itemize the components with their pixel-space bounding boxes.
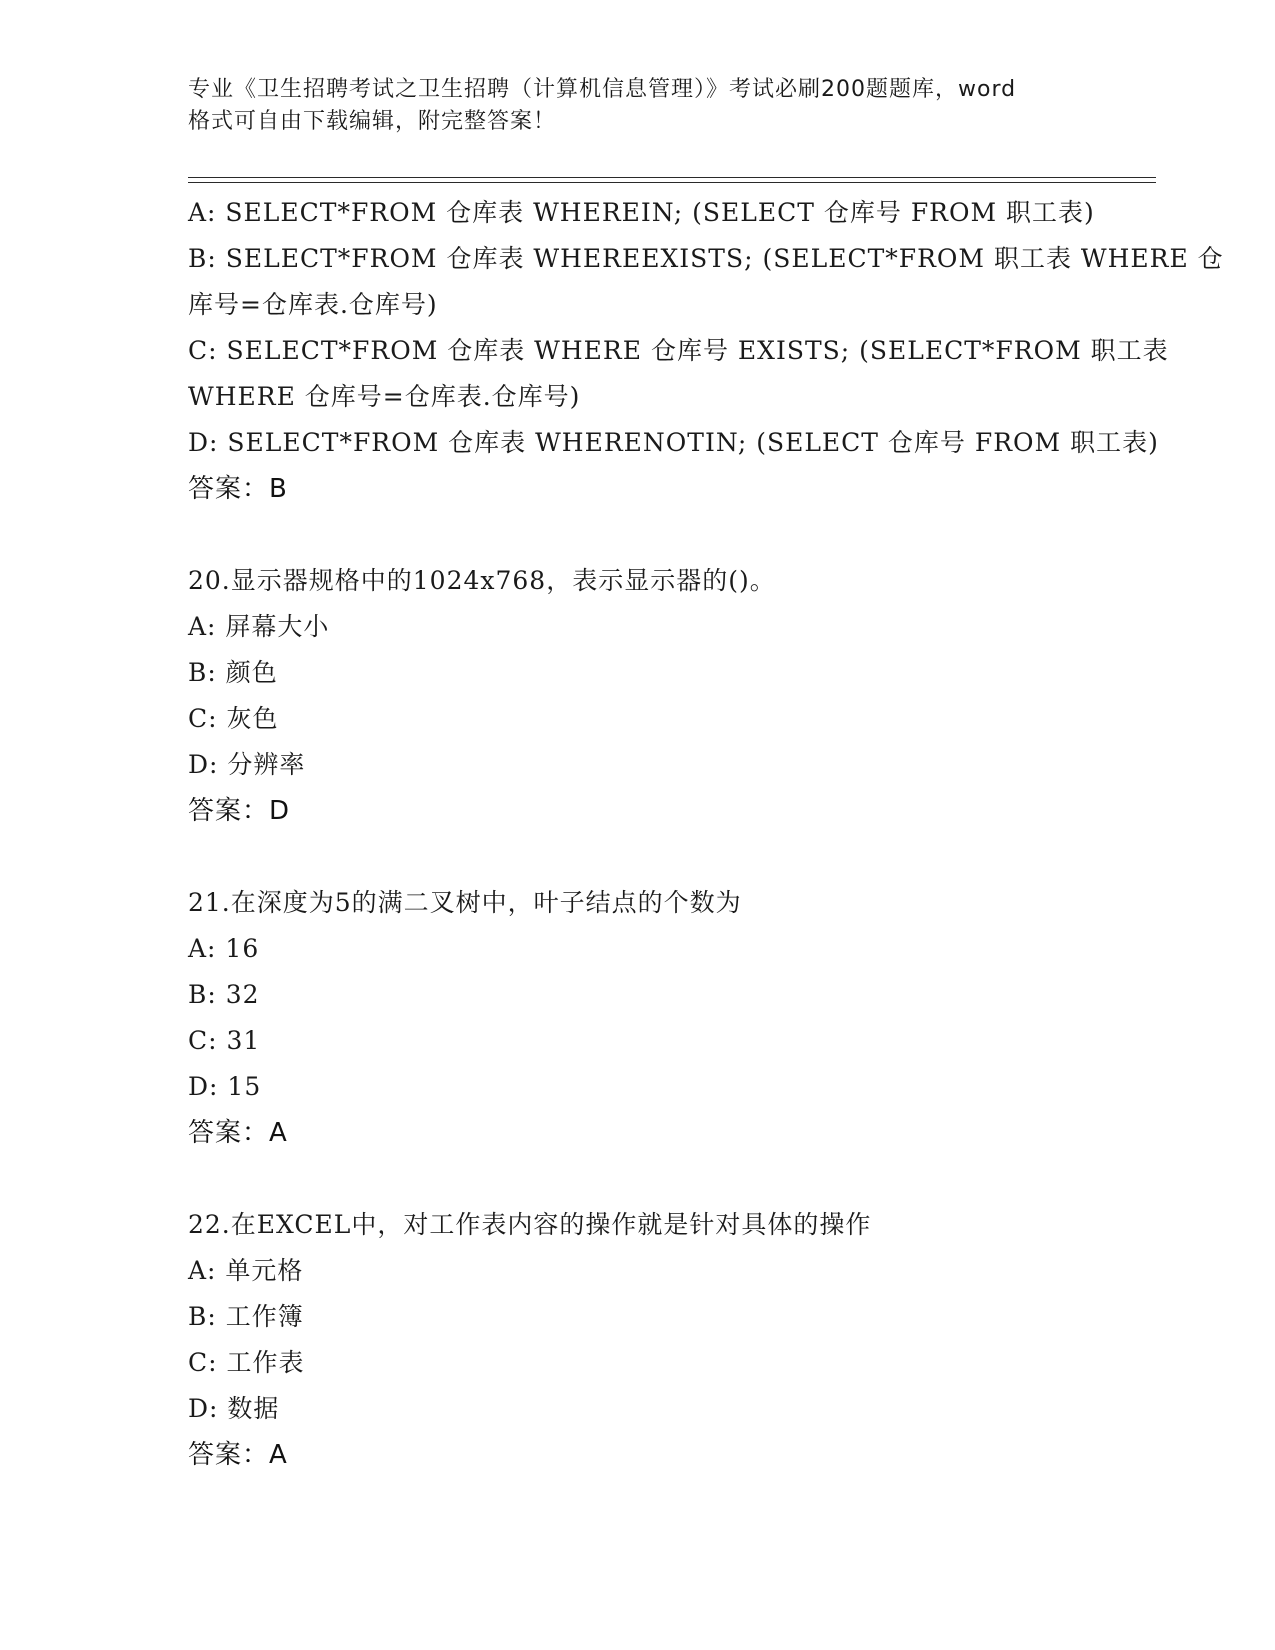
answer-line: 答案：B — [188, 474, 288, 504]
option-a: A: SELECT*FROM 仓库表 WHEREIN; (SELECT 仓库号 FROM 职工表) — [188, 198, 1095, 227]
header-title-line-1: 专业《卫生招聘考试之卫生招聘（计算机信息管理）》考试必刷200题题库，word — [188, 77, 1017, 102]
header-title-line-2: 格式可自由下载编辑，附完整答案！ — [188, 109, 557, 134]
header-divider-bottom — [188, 182, 1156, 183]
option-c: C: 工作表 — [188, 1348, 305, 1377]
option-b-continued: 库号=仓库表.仓库号) — [188, 290, 438, 319]
header-divider-top — [188, 177, 1156, 178]
answer-line: 答案：A — [188, 1440, 288, 1470]
question-text: 22.在EXCEL中，对工作表内容的操作就是针对具体的操作 — [188, 1210, 872, 1239]
spacer — [188, 834, 1088, 880]
answer-line: 答案：D — [188, 796, 291, 826]
option-c: C: 灰色 — [188, 704, 279, 733]
question-content — [188, 190, 1224, 1478]
question-text: 21.在深度为5的满二叉树中，叶子结点的个数为 — [188, 888, 742, 917]
question-19-block — [188, 190, 1224, 512]
question-21-block — [188, 880, 1088, 1156]
spacer — [188, 512, 1088, 558]
option-a: A: 单元格 — [188, 1256, 304, 1285]
question-text: 20.显示器规格中的1024x768，表示显示器的()。 — [188, 566, 776, 595]
option-c: C: 31 — [188, 1026, 261, 1055]
question-22-block — [188, 1202, 1088, 1478]
option-a: A: 屏幕大小 — [188, 612, 330, 641]
option-b: B: 工作簿 — [188, 1302, 304, 1331]
option-d: D: 数据 — [188, 1394, 280, 1423]
option-d: D: 15 — [188, 1072, 262, 1101]
option-b: B: SELECT*FROM 仓库表 WHEREEXISTS; (SELECT*FROM 职工表 WHERE 仓 — [188, 244, 1224, 273]
spacer — [188, 1156, 1088, 1202]
option-a: A: 16 — [188, 934, 260, 963]
option-b: B: 32 — [188, 980, 260, 1009]
option-c-continued: WHERE 仓库号=仓库表.仓库号) — [188, 382, 581, 411]
answer-line: 答案：A — [188, 1118, 288, 1148]
option-d: D: SELECT*FROM 仓库表 WHERENOTIN; (SELECT 仓库号 FROM 职工表) — [188, 428, 1159, 457]
question-20-block — [188, 558, 1088, 834]
option-b: B: 颜色 — [188, 658, 278, 687]
document-header — [188, 74, 1088, 138]
option-d: D: 分辨率 — [188, 750, 306, 779]
option-c: C: SELECT*FROM 仓库表 WHERE 仓库号 EXISTS; (SELECT*FROM 职工表 — [188, 336, 1169, 365]
